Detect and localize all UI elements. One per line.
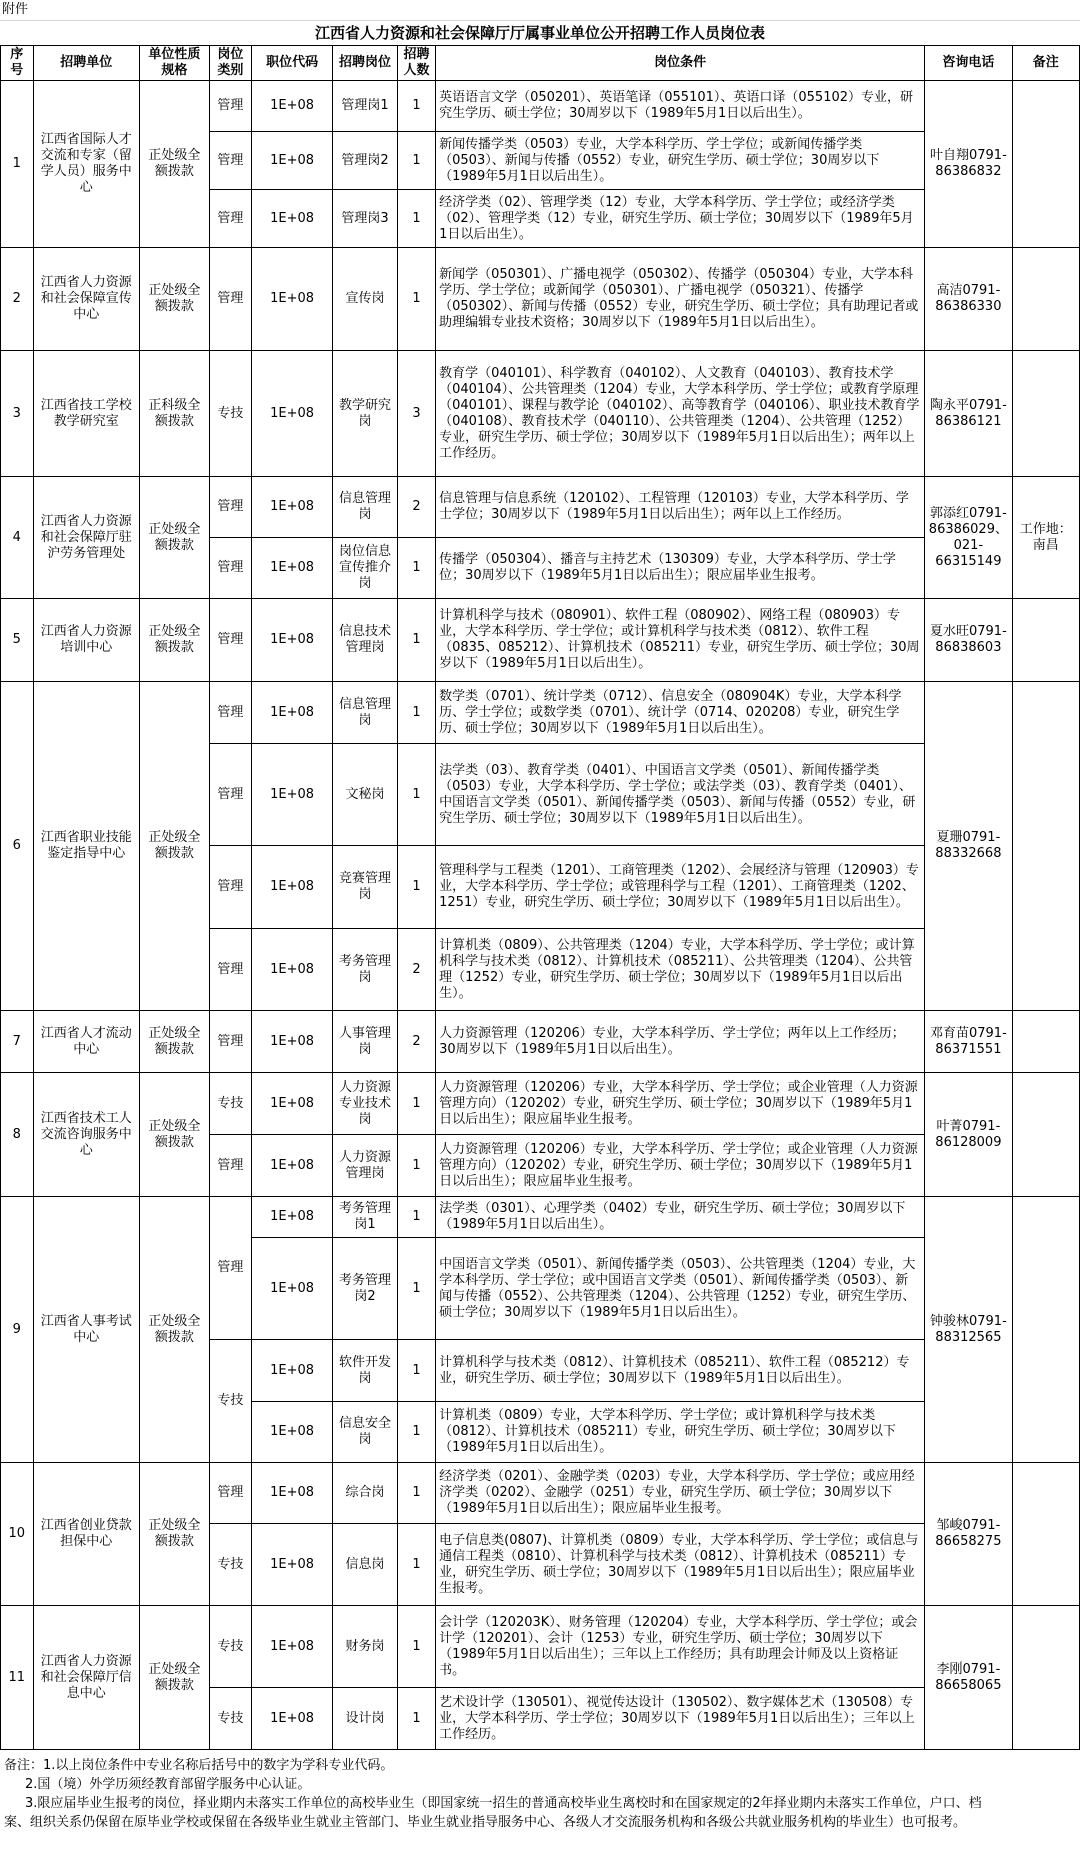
post-category: 管理 — [209, 1463, 252, 1524]
col-header-phone: 咨询电话 — [925, 46, 1012, 81]
post-category: 管理 — [209, 599, 252, 682]
remark — [1012, 1606, 1079, 1750]
post-name: 信息管理岗 — [332, 682, 397, 744]
table-row — [1, 248, 1080, 351]
post-conditions: 数学类（0701）、统计学类（0712）、信息安全（080904K）专业，大学本科学历、学士学位；或数学类（0701）、统计学（0714、020208）专业，研究生学历、硕士学位；30周岁以下（1989年5月1日以后出生）。 — [436, 682, 925, 744]
post-category: 管理 — [209, 744, 252, 846]
post-name: 竞赛管理岗 — [332, 846, 397, 929]
post-name: 综合岗 — [332, 1463, 397, 1524]
post-code: 1E+08 — [252, 1340, 333, 1402]
contact-phone: 邓育苗0791-86371551 — [925, 1011, 1012, 1073]
post-conditions: 经济学类（0201）、金融学类（0203）专业，大学本科学历、学士学位；或应用经济学类（0202）、金融学（0251）专业，研究生学历、硕士学位；30周岁以下（1989年5月1日以后出生）；限应届毕业生报考。 — [436, 1463, 925, 1524]
post-conditions: 计算机类（0809）专业，大学本科学历、学士学位；或计算机科学与技术类（0812）、计算机技术（085211）专业，研究生学历、硕士学位；30周岁以下（1989年5月1日以后出生）。 — [436, 1402, 925, 1463]
table-row — [1, 1606, 1080, 1688]
post-code: 1E+08 — [252, 744, 333, 846]
unit-name: 江西省人力资源和社会保障厅信息中心 — [33, 1606, 140, 1750]
unit-no: 6 — [1, 682, 34, 1011]
post-count: 1 — [398, 1606, 436, 1688]
unit-name: 江西省技术工人交流咨询服务中心 — [33, 1073, 140, 1197]
post-count: 1 — [398, 1073, 436, 1135]
remark — [1012, 351, 1079, 477]
post-category: 管理 — [209, 682, 252, 744]
contact-phone: 钟骏林0791-88312565 — [925, 1197, 1012, 1463]
footnote-1: 备注：1.以上岗位条件中专业名称后括号中的数字为学科专业代码。 — [4, 1758, 394, 1773]
unit-nature: 正处级全额拨款 — [140, 1606, 210, 1750]
post-count: 1 — [398, 1238, 436, 1340]
post-code: 1E+08 — [252, 1688, 333, 1750]
post-name: 信息管理岗 — [332, 477, 397, 538]
unit-no: 11 — [1, 1606, 34, 1750]
post-code: 1E+08 — [252, 1402, 333, 1463]
unit-no: 10 — [1, 1463, 34, 1606]
table-row — [1, 1197, 1080, 1238]
post-category: 专技 — [209, 1524, 252, 1606]
unit-name: 江西省职业技能鉴定指导中心 — [33, 682, 140, 1011]
contact-phone: 郭添红0791-86386029、021-66315149 — [925, 477, 1012, 599]
post-conditions: 教育学（040101）、科学教育（040102）、人文教育（040103）、教育技术学（040104）、公共管理类（1204）专业，大学本科学历、学士学位；或教育学原理（040101）、课程与教学论（040102）、高等教育学（040106）、职业技术教育学（040108）、教育技术学（040110）、公共管理类（1204）、公共管理（1252）专业，研究生学历、硕士学位；30周岁以下（1989年5月1日以后出生）；两年以上工作经历。 — [436, 351, 925, 477]
post-name: 管理岗2 — [332, 132, 397, 190]
post-conditions: 信息管理与信息系统（120102）、工程管理（120103）专业，大学本科学历、学士学位；30周岁以下（1989年5月1日以后出生）；两年以上工作经历。 — [436, 477, 925, 538]
remark — [1012, 1197, 1079, 1463]
col-header-post: 招聘岗位 — [332, 46, 397, 81]
post-code: 1E+08 — [252, 248, 333, 351]
contact-phone: 高洁0791-86386330 — [925, 248, 1012, 351]
post-count: 1 — [398, 248, 436, 351]
unit-nature: 正处级全额拨款 — [140, 1197, 210, 1463]
unit-nature: 正处级全额拨款 — [140, 1011, 210, 1073]
post-code: 1E+08 — [252, 1011, 333, 1073]
unit-nature: 正处级全额拨款 — [140, 477, 210, 599]
post-name: 人力资源管理岗 — [332, 1135, 397, 1197]
positions-table — [0, 45, 1080, 1750]
unit-nature: 正科级全额拨款 — [140, 351, 210, 477]
post-count: 1 — [398, 1524, 436, 1606]
post-category: 专技 — [209, 1073, 252, 1135]
footnotes — [0, 1750, 1080, 1832]
post-category: 管理 — [209, 477, 252, 538]
unit-name: 江西省人力资源和社会保障厅驻沪劳务管理处 — [33, 477, 140, 599]
post-code: 1E+08 — [252, 1463, 333, 1524]
remark — [1012, 81, 1079, 248]
footnote-2: 2.国（境）外学历须经教育部留学服务中心认证。 — [25, 1777, 311, 1792]
table-row — [1, 81, 1080, 132]
table-row — [1, 351, 1080, 477]
post-name: 信息安全岗 — [332, 1402, 397, 1463]
col-header-remark: 备注 — [1012, 46, 1079, 81]
unit-no: 4 — [1, 477, 34, 599]
remark — [1012, 682, 1079, 1011]
post-code: 1E+08 — [252, 190, 333, 248]
col-header-no: 序号 — [1, 46, 34, 81]
unit-name: 江西省人力资源培训中心 — [33, 599, 140, 682]
remark — [1012, 1011, 1079, 1073]
col-header-category: 岗位类别 — [209, 46, 252, 81]
post-name: 软件开发岗 — [332, 1340, 397, 1402]
table-row — [1, 599, 1080, 682]
post-name: 设计岗 — [332, 1688, 397, 1750]
table-row — [1, 682, 1080, 744]
post-category: 管理 — [209, 1197, 252, 1340]
post-count: 1 — [398, 1135, 436, 1197]
post-name: 宣传岗 — [332, 248, 397, 351]
col-header-code: 职位代码 — [252, 46, 333, 81]
post-code: 1E+08 — [252, 1524, 333, 1606]
post-conditions: 计算机科学与技术类（0812）、计算机技术（085211）、软件工程（085212）专业，研究生学历、硕士学位；30周岁以下（1989年5月1日以后出生）。 — [436, 1340, 925, 1402]
post-count: 2 — [398, 1011, 436, 1073]
post-count: 1 — [398, 1688, 436, 1750]
unit-nature: 正处级全额拨款 — [140, 248, 210, 351]
contact-phone: 夏珊0791-88332668 — [925, 682, 1012, 1011]
post-count: 1 — [398, 1463, 436, 1524]
remark: 工作地：南昌 — [1012, 477, 1079, 599]
post-conditions: 经济学类（02）、管理学类（12）专业，大学本科学历、学士学位；或经济学类（02）、管理学类（12）专业，研究生学历、硕士学位；30周岁以下（1989年5月1日以后出生）。 — [436, 190, 925, 248]
post-conditions: 传播学（050304）、播音与主持艺术（130309）专业，大学本科学历、学士学位；30周岁以下（1989年5月1日以后出生）；限应届毕业生报考。 — [436, 538, 925, 599]
post-conditions: 法学类（0301）、心理学类（0402）专业，研究生学历、硕士学位；30周岁以下（1989年5月1日以后出生）。 — [436, 1197, 925, 1238]
post-name: 信息技术管理岗 — [332, 599, 397, 682]
post-category: 管理 — [209, 1135, 252, 1197]
post-code: 1E+08 — [252, 846, 333, 929]
unit-nature: 正处级全额拨款 — [140, 81, 210, 248]
unit-no: 8 — [1, 1073, 34, 1197]
post-count: 1 — [398, 190, 436, 248]
post-category: 管理 — [209, 248, 252, 351]
post-code: 1E+08 — [252, 1073, 333, 1135]
post-conditions: 英语语言文学（050201）、英语笔译（055101）、英语口译（055102）专业，研究生学历、硕士学位；30周岁以下（1989年5月1日以后出生）。 — [436, 81, 925, 132]
unit-no: 5 — [1, 599, 34, 682]
remark — [1012, 1463, 1079, 1606]
footnote-3-cont: 案、组织关系仍保留在原毕业学校或保留在各级毕业生就业主管部门、毕业生就业指导服务中心、各级人才交流服务机构和各级公共就业服务机构的毕业生）也可报考。 — [4, 1815, 967, 1830]
contact-phone: 陶永平0791-86386121 — [925, 351, 1012, 477]
post-code: 1E+08 — [252, 538, 333, 599]
unit-nature: 正处级全额拨款 — [140, 599, 210, 682]
post-conditions: 艺术设计学（130501）、视觉传达设计（130502）、数字媒体艺术（130508）专业，大学本科学历、学士学位；30周岁以下（1989年5月1日以后出生）；三年以上工作经历。 — [436, 1688, 925, 1750]
post-code: 1E+08 — [252, 1606, 333, 1688]
remark — [1012, 599, 1079, 682]
post-code: 1E+08 — [252, 1197, 333, 1238]
col-header-unit: 招聘单位 — [33, 46, 140, 81]
post-count: 1 — [398, 1402, 436, 1463]
post-name: 信息岗 — [332, 1524, 397, 1606]
unit-nature: 正处级全额拨款 — [140, 682, 210, 1011]
post-conditions: 法学类（03）、教育学类（0401）、中国语言文学类（0501）、新闻传播学类（0503）专业，大学本科学历、学士学位；或法学类（03）、教育学类（0401）、中国语言文学类（0501）、新闻传播学类（0503）、新闻与传播（0552）专业，研究生学历、硕士学位；30周岁以下（1989年5月1日以后出生）。 — [436, 744, 925, 846]
post-count: 2 — [398, 929, 436, 1011]
post-name: 岗位信息宣传推介岗 — [332, 538, 397, 599]
post-count: 1 — [398, 599, 436, 682]
unit-name: 江西省国际人才交流和专家（留学人员）服务中心 — [33, 81, 140, 248]
col-header-count: 招聘人数 — [398, 46, 436, 81]
unit-no: 1 — [1, 81, 34, 248]
post-conditions: 中国语言文学类（0501）、新闻传播学类（0503）、公共管理类（1204）专业，大学本科学历、学士学位；或中国语言文学类（0501）、新闻传播学类（0503）、新闻与传播（0552）、公共管理类（1204）、公共管理（1252）专业，研究生学历、硕士学位；30周岁以下（1989年5月1日以后出生）。 — [436, 1238, 925, 1340]
post-name: 管理岗1 — [332, 81, 397, 132]
unit-nature: 正处级全额拨款 — [140, 1073, 210, 1197]
post-conditions: 管理科学与工程类（1201）、工商管理类（1202）、会展经济与管理（120903）专业，大学本科学历、学士学位；或管理科学与工程（1201）、工商管理类（1202、1251）专业，研究生学历、硕士学位；30周岁以下（1989年5月1日以后出生）。 — [436, 846, 925, 929]
post-count: 1 — [398, 744, 436, 846]
contact-phone: 邹峻0791-86658275 — [925, 1463, 1012, 1606]
post-conditions: 新闻学（050301）、广播电视学（050302）、传播学（050304）专业，大学本科学历、学士学位；或新闻学（050301）、广播电视学（050321）、传播学（050302）、新闻与传播（0552）专业，研究生学历、硕士学位；具有助理记者或助理编辑专业技术资格；30周岁以下（1989年5月1日以后出生）。 — [436, 248, 925, 351]
unit-nature: 正处级全额拨款 — [140, 1463, 210, 1606]
post-code: 1E+08 — [252, 682, 333, 744]
unit-no: 7 — [1, 1011, 34, 1073]
post-name: 管理岗3 — [332, 190, 397, 248]
table-row — [1, 477, 1080, 538]
post-count: 1 — [398, 132, 436, 190]
post-conditions: 人力资源管理（120206）专业，大学本科学历、学士学位；或企业管理（人力资源管理方向）（120202）专业，研究生学历、硕士学位；30周岁以下（1989年5月1日以后出生）；限应届毕业生报考。 — [436, 1135, 925, 1197]
post-conditions: 人力资源管理（120206）专业，大学本科学历、学士学位；两年以上工作经历；30周岁以下（1989年5月1日以后出生）。 — [436, 1011, 925, 1073]
post-count: 3 — [398, 351, 436, 477]
post-name: 财务岗 — [332, 1606, 397, 1688]
post-conditions: 会计学（120203K）、财务管理（120204）专业，大学本科学历、学士学位；或会计学（120201）、会计（1253）专业，研究生学历、硕士学位；30周岁以下（1989年5月1日以后出生）；三年以上工作经历；具有助理会计师及以上资格证书。 — [436, 1606, 925, 1688]
post-conditions: 电子信息类(0807)、计算机类（0809）专业，大学本科学历、学士学位；或信息与通信工程类（0810）、计算机科学与技术类（0812）、计算机技术（085211）专业，研究生学历、硕士学位；30周岁以下（1989年5月1日以后出生）；限应届毕业生报考。 — [436, 1524, 925, 1606]
unit-name: 江西省人才流动中心 — [33, 1011, 140, 1073]
post-count: 1 — [398, 1197, 436, 1238]
post-category: 管理 — [209, 929, 252, 1011]
post-count: 1 — [398, 682, 436, 744]
remark — [1012, 1073, 1079, 1197]
post-name: 人力资源专业技术岗 — [332, 1073, 397, 1135]
post-count: 1 — [398, 1340, 436, 1402]
footnote-3: 3.限应届毕业生报考的岗位，择业期内未落实工作单位的高校毕业生（即国家统一招生的普通高校毕业生离校时和在国家规定的2年择业期内未落实工作单位，户口、档 — [25, 1796, 982, 1811]
contact-phone: 李刚0791-86658065 — [925, 1606, 1012, 1750]
table-row — [1, 1011, 1080, 1073]
col-header-nature: 单位性质规格 — [140, 46, 210, 81]
post-code: 1E+08 — [252, 1238, 333, 1340]
contact-phone: 夏水旺0791-86838603 — [925, 599, 1012, 682]
post-name: 考务管理岗2 — [332, 1238, 397, 1340]
table-title: 江西省人力资源和社会保障厅厅属事业单位公开招聘工作人员岗位表 — [314, 24, 765, 42]
post-name: 考务管理岗 — [332, 929, 397, 1011]
post-category: 管理 — [209, 846, 252, 929]
post-category: 管理 — [209, 538, 252, 599]
post-category: 管理 — [209, 1011, 252, 1073]
attachment-label: 附件 — [0, 0, 1080, 21]
post-name: 人事管理岗 — [332, 1011, 397, 1073]
post-category: 管理 — [209, 132, 252, 190]
post-category: 管理 — [209, 81, 252, 132]
post-code: 1E+08 — [252, 132, 333, 190]
table-row — [1, 1073, 1080, 1135]
post-category: 管理 — [209, 190, 252, 248]
unit-name: 江西省人力资源和社会保障宣传中心 — [33, 248, 140, 351]
post-conditions: 计算机科学与技术（080901）、软件工程（080902）、网络工程（080903）专业，大学本科学历、学士学位；或计算机科学与技术类（0812）、软件工程（0835、085212）、计算机技术（085211）专业，研究生学历、硕士学位；30周岁以下（1989年5月1日以后出生）。 — [436, 599, 925, 682]
post-conditions: 人力资源管理（120206）专业，大学本科学历、学士学位；或企业管理（人力资源管理方向）（120202）专业，研究生学历、硕士学位；30周岁以下（1989年5月1日以后出生）；限应届毕业生报考。 — [436, 1073, 925, 1135]
post-code: 1E+08 — [252, 1135, 333, 1197]
post-count: 1 — [398, 846, 436, 929]
post-count: 1 — [398, 81, 436, 132]
unit-name: 江西省人事考试中心 — [33, 1197, 140, 1463]
post-count: 1 — [398, 538, 436, 599]
post-name: 考务管理岗1 — [332, 1197, 397, 1238]
col-header-conditions: 岗位条件 — [436, 46, 925, 81]
post-code: 1E+08 — [252, 351, 333, 477]
remark — [1012, 248, 1079, 351]
contact-phone: 叶菁0791-86128009 — [925, 1073, 1012, 1197]
unit-name: 江西省技工学校教学研究室 — [33, 351, 140, 477]
unit-name: 江西省创业贷款担保中心 — [33, 1463, 140, 1606]
post-name: 教学研究岗 — [332, 351, 397, 477]
post-name: 文秘岗 — [332, 744, 397, 846]
post-code: 1E+08 — [252, 81, 333, 132]
post-conditions: 新闻传播学类（0503）专业，大学本科学历、学士学位；或新闻传播学类（0503）、新闻与传播（0552）专业，研究生学历、硕士学位；30周岁以下（1989年5月1日以后出生）。 — [436, 132, 925, 190]
post-code: 1E+08 — [252, 929, 333, 1011]
contact-phone: 叶自翔0791-86386832 — [925, 81, 1012, 248]
table-row — [1, 1463, 1080, 1524]
post-category: 专技 — [209, 1606, 252, 1688]
post-conditions: 计算机类（0809）、公共管理类（1204）专业，大学本科学历、学士学位；或计算机科学与技术类（0812）、计算机技术（085211）、公共管理类（1204）、公共管理（1252）专业，研究生学历、硕士学位；30周岁以下（1989年5月1日以后出生）。 — [436, 929, 925, 1011]
header-row — [1, 46, 1080, 81]
post-category: 专技 — [209, 351, 252, 477]
post-code: 1E+08 — [252, 477, 333, 538]
post-count: 2 — [398, 477, 436, 538]
post-code: 1E+08 — [252, 599, 333, 682]
unit-no: 2 — [1, 248, 34, 351]
unit-no: 3 — [1, 351, 34, 477]
unit-no: 9 — [1, 1197, 34, 1463]
post-category: 专技 — [209, 1340, 252, 1463]
post-category: 专技 — [209, 1688, 252, 1750]
